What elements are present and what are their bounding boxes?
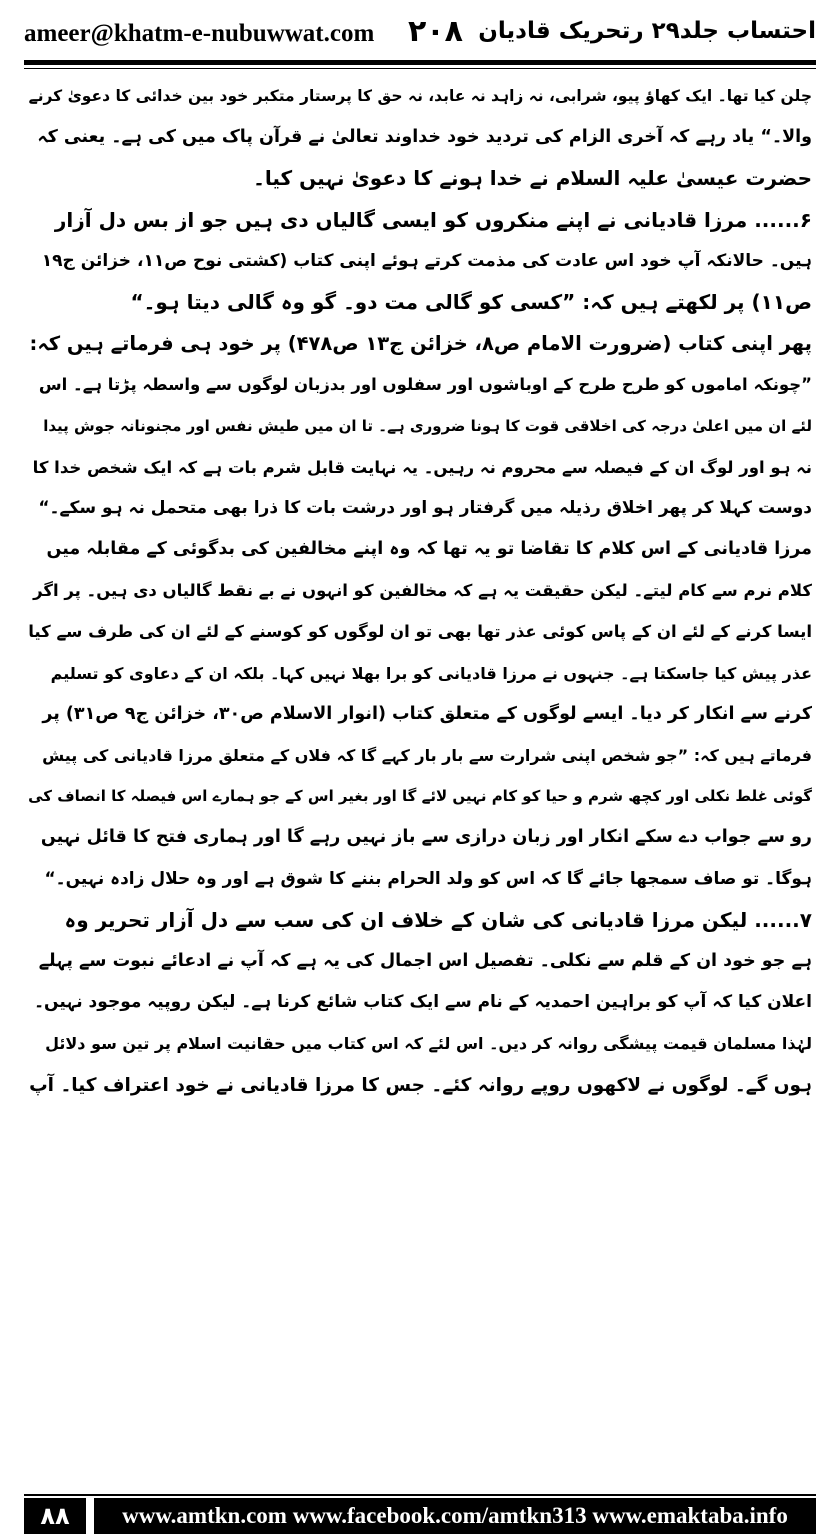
- body-line: ۶...... مرزا قادیانی نے اپنے منکروں کو ایسی گالیاں دی ہیں جو از بس دل آزار: [54, 207, 812, 232]
- body-line: ص۱۱) پر لکھتے ہیں کہ: ”کسی کو گالی مت دو۔ گو وہ گالی دیتا ہو۔“: [130, 289, 812, 314]
- footer-page-number: ۸۸: [24, 1498, 86, 1534]
- body-line: دوست کہلا کر پھر اخلاق رذیلہ میں گرفتار ہو اور درشت بات کا ذرا بھی متحمل نہ ہو سکے۔“: [38, 497, 812, 518]
- body-line: رو سے جواب دے سکے انکار اور زبان درازی سے باز نہیں رہے گا اور ہماری فتح کا قائل نہیں: [40, 827, 812, 848]
- body-line: ایسا کرنے کے لئے ان کے پاس کوئی عذر تھا بھی تو ان لوگوں کو کوسنے کے لئے ان کی طرف سے کیا: [28, 622, 812, 642]
- body-line: حضرت عیسیٰ علیہ السلام نے خدا ہونے کا دعویٰ نہیں کیا۔: [253, 166, 812, 191]
- body-line: فرماتے ہیں کہ: ”جو شخص اپنی شرارت سے بار بار کہے گا کہ فلاں کے متعلق مرزا قادیانی کی پیش: [42, 746, 812, 765]
- footer-rule: [24, 1494, 816, 1496]
- header-page-number: ۲۰۸: [408, 14, 463, 49]
- body-line: ہے جو خود ان کے قلم سے نکلی۔ تفصیل اس اجمال کی یہ ہے کہ آپ نے ادعائے نبوت سے پہلے: [38, 950, 812, 971]
- body-line: نہ ہو اور لوگ ان کے فیصلہ سے محروم نہ رہیں۔ یہ نہایت قابل شرم بات ہے کہ ایک شخص خدا کا: [32, 457, 812, 477]
- footer-links: www.amtkn.com www.facebook.com/amtkn313 www.emaktaba.info: [94, 1498, 816, 1534]
- body-line: کلام نرم سے کام لیتے۔ لیکن حقیقت یہ ہے کہ مخالفین کو انہوں نے بے نقط گالیاں دی ہیں۔ پر اگر: [33, 581, 812, 601]
- body-line: عذر پیش کیا جاسکتا ہے۔ جنہوں نے مرزا قادیانی کو برا بھلا نہیں کہا۔ بلکہ ان کے دعاوی کو تسلیم: [50, 663, 812, 683]
- body-line: ہوں گے۔ لوگوں نے لاکھوں روپے روانہ کئے۔ جس کا مرزا قادیانی نے خود اعتراف کیا۔ آپ: [29, 1074, 812, 1096]
- page-header: [24, 14, 816, 58]
- header-email: ameer@khatm-e-nubuwwat.com: [24, 20, 375, 47]
- body-line: اعلان کیا کہ آپ کو براہین احمدیہ کے نام سے ایک کتاب شائع کرنا ہے۔ لیکن روپیہ موجود نہیں۔: [34, 992, 812, 1013]
- body-line: لہٰذا مسلمان قیمت پیشگی روانہ کر دیں۔ اس لئے کہ اس کتاب میں حقانیت اسلام پر تین سو دلائل: [45, 1034, 812, 1054]
- body-line: ہوگا۔ تو صاف سمجھا جائے گا کہ اس کو ولد الحرام بننے کا شوق ہے اور وہ حلال زادہ نہیں۔“: [44, 868, 812, 889]
- body-line: چلن کیا تھا۔ ایک کھاؤ پیو، شرابی، نہ زاہد نہ عابد، نہ حق کا پرستار متکبر خود بین خدائی کا دعویٰ کرنے: [28, 87, 812, 105]
- header-rule-thick: [24, 60, 816, 65]
- body-line: مرزا قادیانی کے اس کلام کا تقاضا تو یہ تھا کہ وہ اپنے مخالفین کی بدگوئی کے مقابلہ میں: [46, 539, 812, 560]
- body-line: ہیں۔ حالانکہ آپ خود اس عادت کی مذمت کرتے ہوئے اپنی کتاب (کشتی نوح ص۱۱، خزائن ج۱۹: [41, 250, 812, 271]
- header-rule-thin: [24, 68, 816, 69]
- body-line: ”چونکہ اماموں کو طرح طرح کے اوباشوں اور سفلوں اور بدزبان لوگوں سے واسطہ پڑتا ہے۔ اس: [38, 375, 812, 395]
- body-line: گوئی غلط نکلی اور کچھ شرم و حیا کو کام نہیں لائے گا اور بغیر اس کے جو ہمارے اس فیصلہ کا انصاف کی: [28, 787, 812, 806]
- body-line: ۷...... لیکن مرزا قادیانی کی شان کے خلاف ان کی سب سے دل آزار تحریر وہ: [64, 907, 812, 932]
- body-line: کرنے سے انکار کر دیا۔ ایسے لوگوں کے متعلق کتاب (انوار الاسلام ص۳۰، خزائن ج۹ ص۳۱) پر: [42, 703, 812, 724]
- body-text: [28, 76, 812, 1476]
- header-title: احتساب جلد۲۹ رتحریک قادیان: [478, 18, 816, 44]
- body-line: لئے ان میں اعلیٰ درجہ کی اخلاقی قوت کا ہونا ضروری ہے۔ تا ان میں طیش نفس اور مجنونانہ جوش پیدا: [43, 416, 812, 435]
- body-line: والا۔“ یاد رہے کہ آخری الزام کی تردید خود خداوند تعالیٰ نے قرآن پاک میں کی ہے۔ یعنی کہ: [37, 127, 812, 148]
- body-line: پھر اپنی کتاب (ضرورت الامام ص۸، خزائن ج۱۳ ص۴۷۸) پر خود ہی فرماتے ہیں کہ:: [29, 332, 812, 356]
